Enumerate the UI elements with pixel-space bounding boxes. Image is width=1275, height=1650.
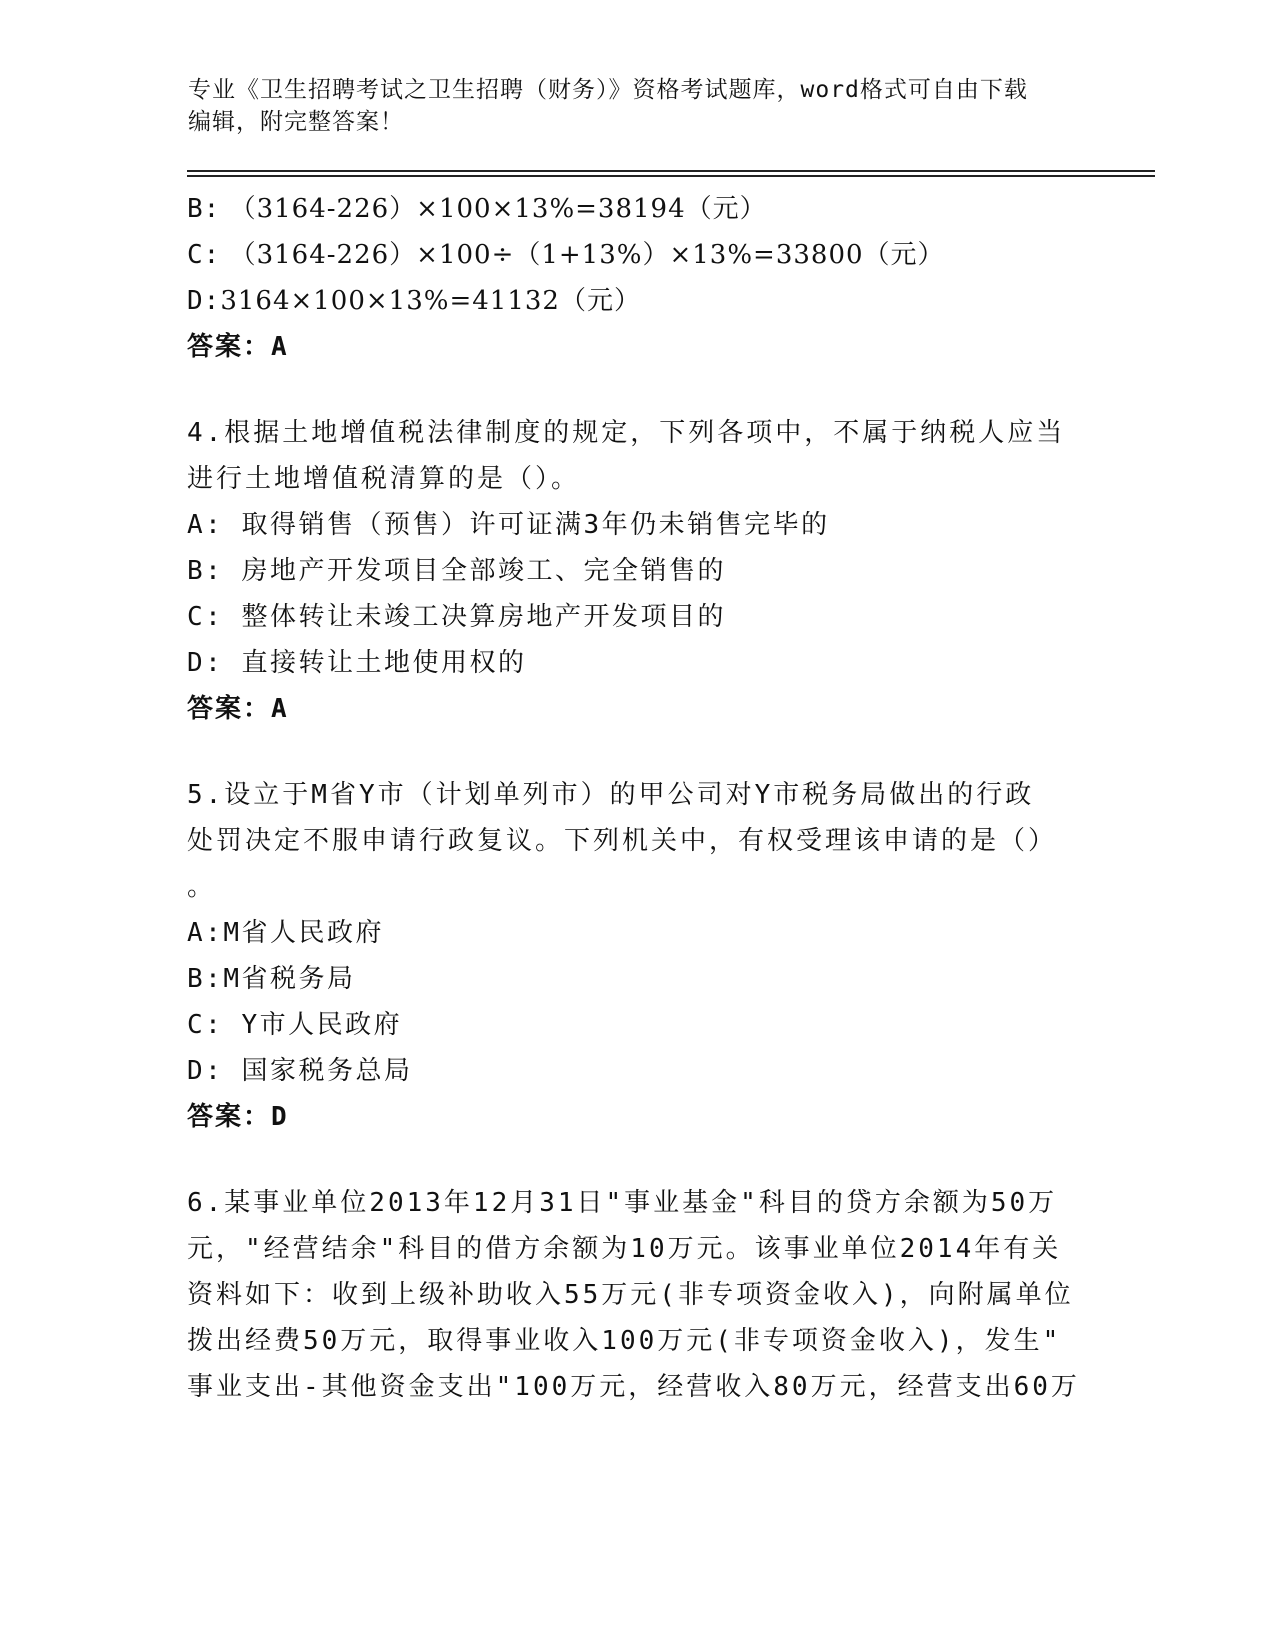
option-text: 直接转让土地使用权的 <box>241 648 527 678</box>
option-b <box>187 956 1087 1002</box>
option-text: 房地产开发项目全部竣工、完全销售的 <box>241 556 726 586</box>
option-key: B: <box>187 964 224 994</box>
header-line-2: 编辑，附完整答案！ <box>188 109 404 135</box>
stem-line: 4.根据土地增值税法律制度的规定，下列各项中，不属于纳税人应当 <box>187 418 1066 448</box>
question-list <box>187 186 1087 1410</box>
stem-line: 进行土地增值税清算的是（）。 <box>187 464 581 494</box>
stem-line: 。 <box>187 872 217 902</box>
header-rule-bottom <box>187 175 1155 177</box>
answer-label: 答案：A <box>187 332 289 362</box>
option-key: C: <box>187 1010 224 1040</box>
stem-line: 5.设立于M省Y市（计划单列市）的甲公司对Y市税务局做出的行政 <box>187 780 1035 810</box>
question-6 <box>187 1180 1087 1410</box>
option-text: 国家税务总局 <box>241 1056 413 1086</box>
option-c <box>187 594 1087 640</box>
option-d <box>187 278 1087 324</box>
option-text: 整体转让未竣工决算房地产开发项目的 <box>241 602 726 632</box>
stem-line: 6.某事业单位2013年12月31日"事业基金"科目的贷方余额为50万 <box>187 1188 1058 1218</box>
option-text: 取得销售（预售）许可证满3年仍未销售完毕的 <box>241 510 830 540</box>
option-key: C: <box>187 240 221 270</box>
question-stem <box>187 410 1087 502</box>
header-rule-top <box>187 170 1155 172</box>
stem-line: 处罚决定不服申请行政复议。下列机关中，有权受理该申请的是（） <box>187 826 1058 856</box>
option-text: M省人民政府 <box>223 918 384 948</box>
option-key: B: <box>187 556 224 586</box>
stem-line: 事业支出-其他资金支出"100万元，经营收入80万元，经营支出60万 <box>187 1372 1080 1402</box>
question-5 <box>187 772 1087 1140</box>
option-text: 3164×100×13%=41132（元） <box>220 286 641 316</box>
option-c <box>187 232 1087 278</box>
option-key: A: <box>187 918 224 948</box>
question-stem <box>187 772 1087 910</box>
answer-label: 答案：A <box>187 694 289 724</box>
question-3 <box>187 186 1087 370</box>
option-c <box>187 1002 1087 1048</box>
option-key: D: <box>187 286 221 316</box>
option-key: B: <box>187 194 221 224</box>
question-stem <box>187 1180 1087 1410</box>
option-key: D: <box>187 1056 224 1086</box>
option-text: （3164-226）×100÷（1+13%）×13%=33800（元） <box>229 240 945 270</box>
option-d <box>187 640 1087 686</box>
option-text: M省税务局 <box>223 964 356 994</box>
option-a <box>187 502 1087 548</box>
answer-label: 答案：D <box>187 1102 289 1132</box>
header-line-1: 专业《卫生招聘考试之卫生招聘（财务）》资格考试题库，word格式可自由下载 <box>188 77 1028 103</box>
option-b <box>187 186 1087 232</box>
option-key: C: <box>187 602 224 632</box>
stem-line: 元，"经营结余"科目的借方余额为10万元。该事业单位2014年有关 <box>187 1234 1062 1264</box>
question-4 <box>187 410 1087 732</box>
option-key: A: <box>187 510 224 540</box>
option-a <box>187 910 1087 956</box>
option-b <box>187 548 1087 594</box>
option-d <box>187 1048 1087 1094</box>
stem-line: 拨出经费50万元，取得事业收入100万元(非专项资金收入)，发生" <box>187 1326 1062 1356</box>
option-text: （3164-226）×100×13%=38194（元） <box>229 194 767 224</box>
option-text: Y市人民政府 <box>241 1010 403 1040</box>
document-header <box>188 74 1088 138</box>
stem-line: 资料如下：收到上级补助收入55万元(非专项资金收入)，向附属单位 <box>187 1280 1074 1310</box>
option-key: D: <box>187 648 224 678</box>
